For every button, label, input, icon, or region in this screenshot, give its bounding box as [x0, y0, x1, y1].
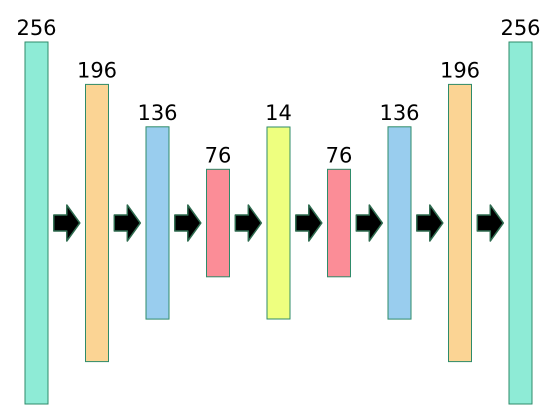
- layer-bar-5: [267, 127, 290, 319]
- layer-size-label-7: 136: [379, 100, 420, 125]
- layer-size-label-6: 76: [325, 143, 353, 168]
- layer-size-label-9: 256: [500, 16, 541, 40]
- layer-size-label-1: 256: [16, 16, 57, 40]
- layer-bar-4: [207, 169, 230, 276]
- layer-bar-2: [86, 84, 109, 361]
- right-arrow-icon: [54, 205, 80, 241]
- right-arrow-icon: [417, 205, 443, 241]
- layer-bar-8: [449, 84, 472, 361]
- layer-size-label-4: 76: [204, 143, 232, 168]
- right-arrow-icon: [114, 205, 140, 241]
- layer-size-label-5: 14: [265, 101, 292, 125]
- layers-group: [16, 16, 540, 404]
- layer-bar-1: [25, 42, 48, 404]
- layer-bar-6: [328, 169, 351, 276]
- layer-bar-7: [388, 127, 411, 319]
- layer-size-label-2: 196: [76, 58, 118, 83]
- layer-bar-3: [146, 127, 169, 319]
- right-arrow-icon: [175, 205, 201, 241]
- layer-size-label-3: 136: [137, 100, 178, 125]
- layer-size-label-8: 196: [439, 58, 481, 83]
- right-arrow-icon: [356, 205, 382, 241]
- right-arrow-icon: [235, 205, 261, 241]
- right-arrow-icon: [477, 205, 503, 241]
- right-arrow-icon: [296, 205, 322, 241]
- layer-bar-9: [509, 42, 532, 404]
